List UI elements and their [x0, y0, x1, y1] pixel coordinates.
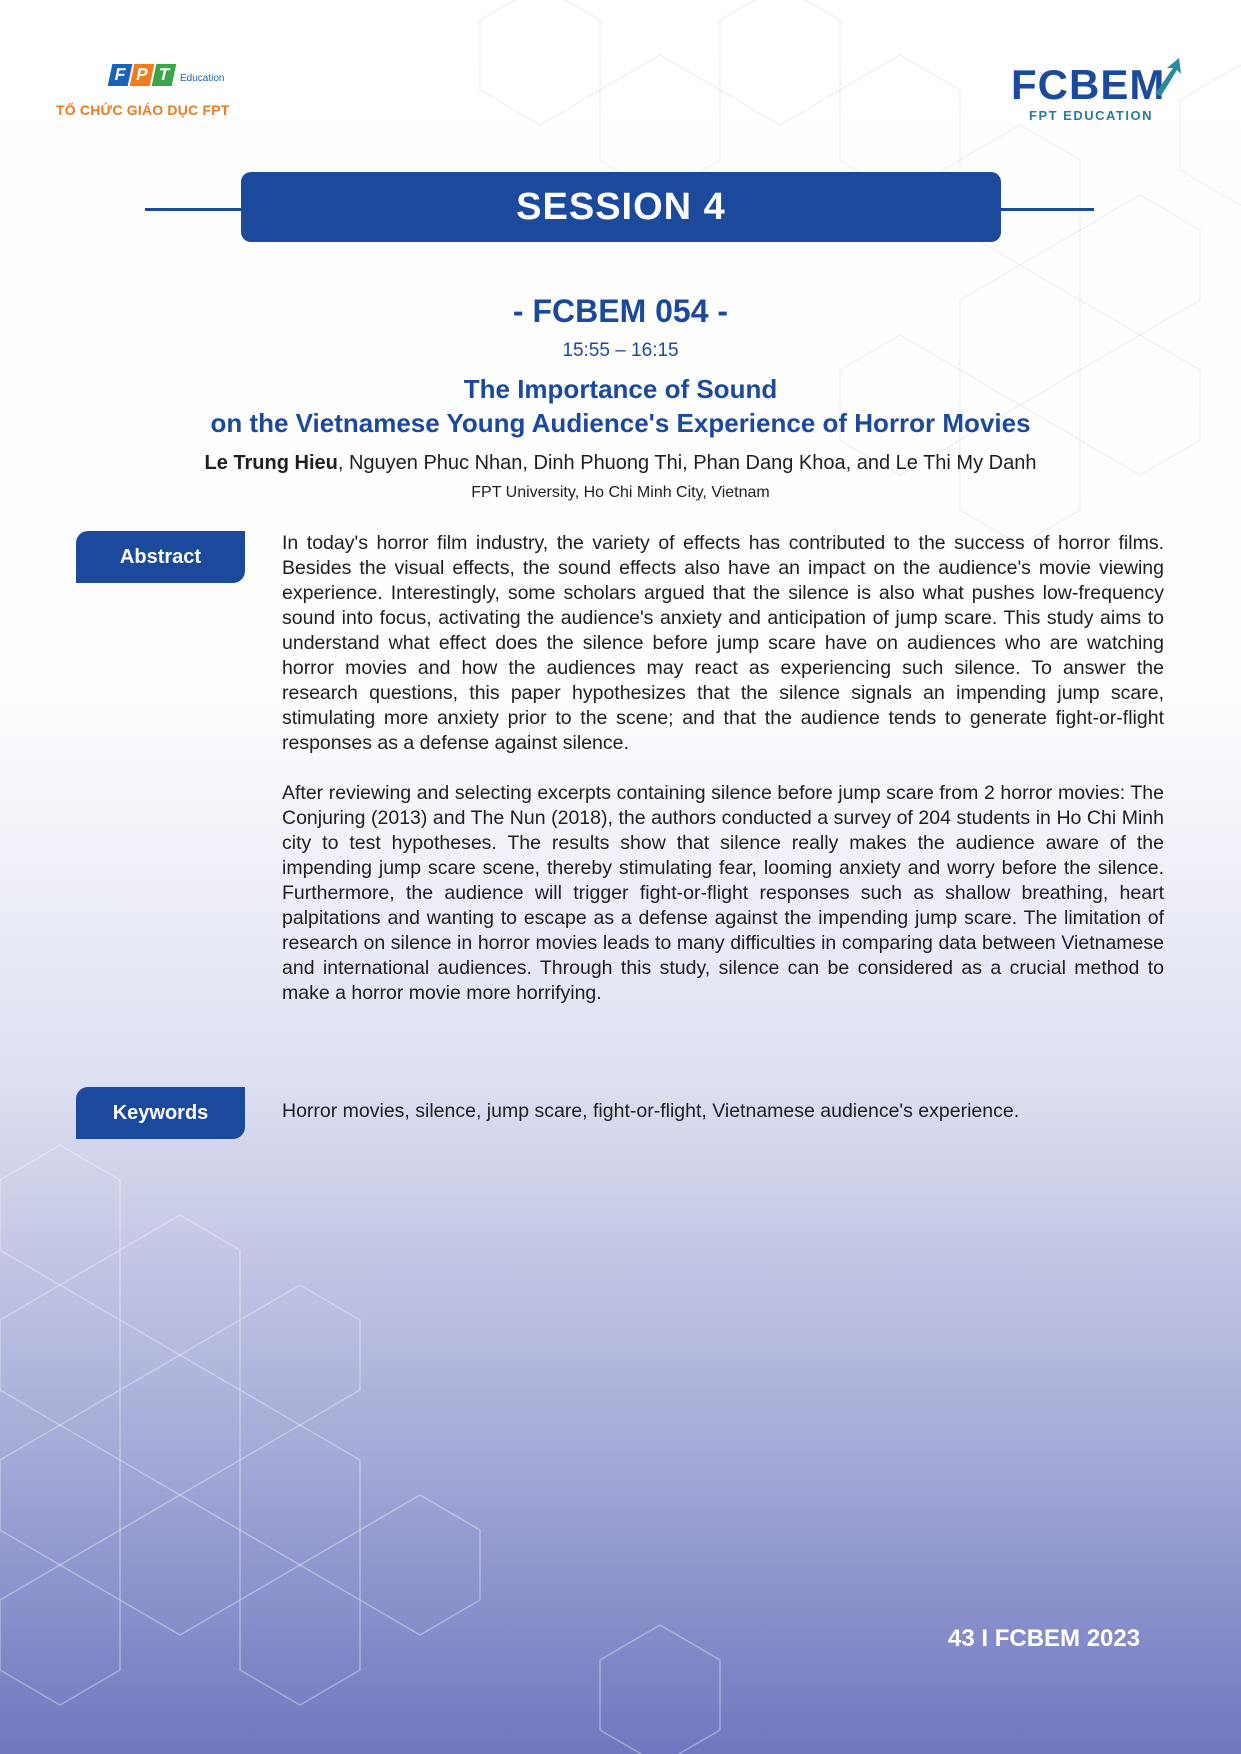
arrow-up-icon — [1151, 58, 1185, 98]
abstract-body — [282, 531, 1164, 1031]
paper-code: - FCBEM 054 - — [512, 293, 729, 329]
keywords-label: Keywords — [76, 1087, 245, 1139]
fpt-letter-t: T — [152, 64, 177, 86]
page-footer: 43 I FCBEM 2023 — [948, 1625, 1141, 1652]
paper-title-line1: The Importance of Sound — [463, 374, 778, 404]
session-banner: SESSION 4 — [241, 172, 1001, 242]
abstract-paragraph-1: In today's horror film industry, the variety of effects has contributed to the success of horror films. Besides the visual effects, the sound effects also have an impact on the audience's movie viewing experience. Interestingly, some scholars argued that the silence is also what pushes low-frequency sound into focus, activating the audience's anxiety and anticipation of jump scare. This study aims⁠ to understand what effect does the silence before jump scare have on audiences who are watching horror movies and how the audiences may react as experiencing such silence. To answer the research questions, this paper hypothesizes that the silence signals an impending jump scare, stimulating more anxiety prior to the scene; and that the audience tends to generate fight-or-flight responses as a defense against silence. — [282, 532, 1164, 754]
paper-affiliation: FPT University, Ho Chi Minh City, Vietnam — [471, 484, 770, 501]
fpt-logo-sub: Education — [180, 73, 225, 84]
fcbem-logo-sub: FPT EDUCATION — [1029, 108, 1153, 123]
abstract-label: Abstract — [76, 531, 245, 583]
paper-title-line2: on the Vietnamese Young Audience's Experience of Horror Movies — [210, 408, 1031, 438]
keywords-text: Horror movies, silence, jump scare, fight-or-flight, Vietnamese audience's experience. — [282, 1100, 1020, 1122]
session-rule-left — [145, 208, 245, 211]
fcbem-logo-text: FCBEM — [1011, 61, 1166, 108]
lead-author: Le Trung Hieu — [204, 452, 338, 474]
session-rule-right — [998, 208, 1094, 211]
abstract-paragraph-2: After reviewing and selecting excerpts containing silence before jump scare from 2 horror movies: The Conjuring (2013) and The Nun (2018), the authors conducted a survey of 204 students in Ho Chi Minh city to test hypotheses. The results show that silence really makes the audience aware of the impending jump scare scene, thereby stimulating fear, looming anxiety and worry before the silence. Furthermore, the audience will trigger fight-or-flight responses such as shallow breathing, heart palpitations and wanting to escape as a defense against the impending jump scare. The limitation of research on silence in horror movies leads to many difficulties in comparing data between Vietnamese and international audiences. Through this study, silence can be considered as a crucial method to make a horror movie more horrifying. — [282, 782, 1164, 1004]
other-authors: , Nguyen Phuc Nhan, Dinh Phuong Thi, Phan Dang Khoa, and Le Thi My Danh — [337, 452, 1037, 474]
fpt-logo-mark — [110, 64, 224, 86]
fpt-letter-p: P — [130, 64, 155, 86]
paper-time: 15:55 – 16:15 — [562, 340, 679, 361]
paper-authors — [0, 452, 1241, 475]
fpt-education-logo — [56, 64, 276, 124]
fpt-letter-f: F — [108, 64, 133, 86]
organization-name: TỔ CHỨC GIÁO DỤC FPT — [56, 102, 230, 118]
paper-title — [0, 372, 1241, 440]
fcbem-logo — [1011, 62, 1181, 126]
